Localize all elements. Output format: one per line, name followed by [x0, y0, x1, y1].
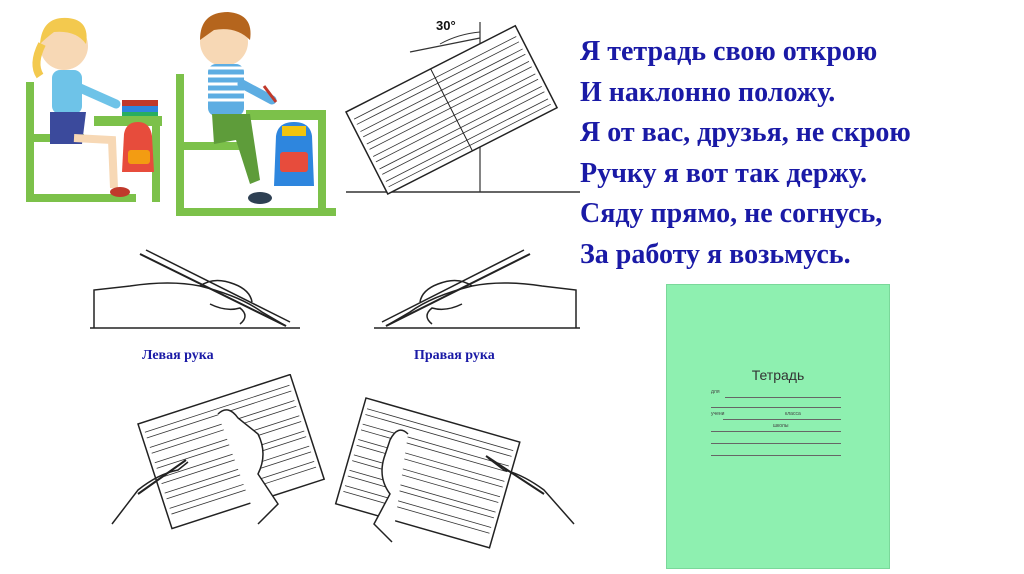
poem-line-3: Я от вас, друзья, не скрою — [580, 117, 911, 148]
notebook-field-class: класса — [785, 411, 801, 417]
left-hand-pen-drawing — [90, 250, 300, 328]
notebook-line — [711, 443, 841, 444]
notebook-cover — [666, 284, 890, 569]
children-at-desks-illustration — [24, 4, 338, 216]
notebook-line — [711, 407, 841, 408]
poem-line-5: Сяду прямо, не согнусь, — [580, 198, 883, 229]
poem-line-1: Я тетрадь свою открою — [580, 36, 878, 67]
poem-line-4: Ручку я вот так держу. — [580, 157, 867, 189]
notebook-line — [723, 419, 841, 420]
left-hand-writing-position — [112, 375, 324, 529]
right-hand-caption: Правая рука — [414, 348, 495, 363]
poem-line-6: За работу я возьмусь. — [580, 238, 851, 270]
left-hand-caption: Левая рука — [142, 348, 214, 363]
right-hand-writing-position — [336, 398, 574, 548]
notebook-title: Тетрадь — [751, 367, 805, 383]
notebook-field-school: школы — [773, 423, 789, 429]
angle-label: 30° — [436, 18, 456, 33]
boy-at-desk — [176, 12, 336, 216]
poem-line-2: И наклонно положу. — [580, 76, 836, 108]
notebook-field-for: для — [711, 389, 720, 395]
notebook-line — [711, 431, 841, 432]
notebook-field-student: учени — [711, 411, 725, 417]
right-hand-pen-drawing — [374, 250, 580, 328]
girl-at-desk — [26, 18, 162, 202]
writing-position-illustration — [108, 374, 578, 558]
notebook-tilt-diagram — [340, 12, 580, 198]
hands-holding-pens-illustration — [90, 246, 580, 336]
notebook-line — [711, 455, 841, 456]
notebook-line — [725, 397, 841, 398]
poem-block — [580, 32, 1010, 275]
